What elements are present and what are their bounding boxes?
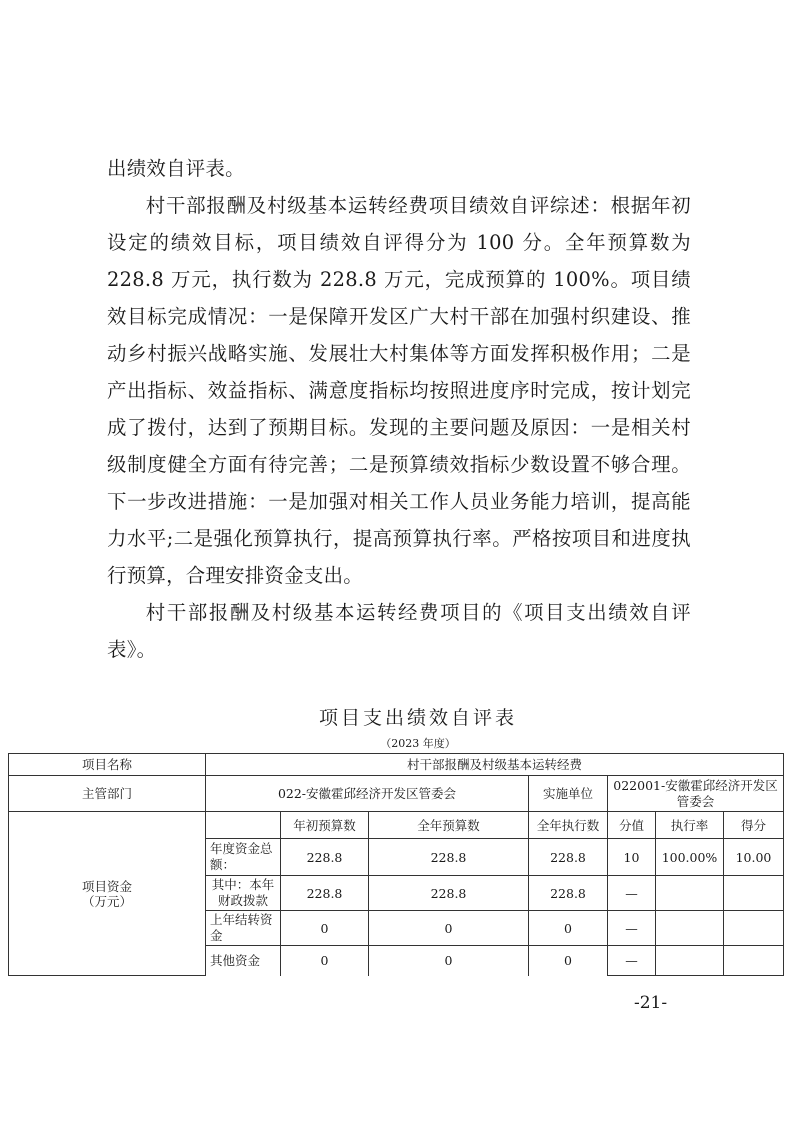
project-name-label: 项目名称 bbox=[9, 754, 206, 776]
row-label: 其中：本年财政拨款 bbox=[206, 876, 281, 911]
cell-weight: — bbox=[608, 876, 656, 911]
cell-annual: 228.8 bbox=[369, 839, 529, 876]
paragraph-table-intro: 村干部报酬及村级基本运转经费项目的《项目支出绩效自评表》。 bbox=[107, 601, 691, 661]
cell-executed: 0 bbox=[529, 911, 608, 946]
cell-initial: 228.8 bbox=[281, 876, 369, 911]
funds-label-line2: （万元） bbox=[81, 893, 132, 909]
performance-table bbox=[8, 753, 784, 976]
cell-annual: 228.8 bbox=[369, 876, 529, 911]
cell-executed: 0 bbox=[529, 946, 608, 976]
col-header-score: 得分 bbox=[724, 812, 784, 839]
col-header-initial: 年初预算数 bbox=[281, 812, 369, 839]
cell-executed: 228.8 bbox=[529, 839, 608, 876]
cell-initial: 0 bbox=[281, 911, 369, 946]
cell-weight: — bbox=[608, 911, 656, 946]
cell-executed: 228.8 bbox=[529, 876, 608, 911]
cell-score: 10.00 bbox=[724, 839, 784, 876]
implementer-label: 实施单位 bbox=[529, 776, 608, 812]
department-label: 主管部门 bbox=[9, 776, 206, 812]
cell-rate bbox=[656, 946, 724, 976]
cell-initial: 228.8 bbox=[281, 839, 369, 876]
table-subtitle: （2023 年度） bbox=[380, 737, 456, 750]
implementer-value: 022001-安徽霍邱经济开发区管委会 bbox=[608, 776, 784, 812]
row-project-name bbox=[9, 754, 784, 776]
department-value: 022-安徽霍邱经济开发区管委会 bbox=[206, 776, 529, 812]
row-department bbox=[9, 776, 784, 812]
col-header-rate: 执行率 bbox=[656, 812, 724, 839]
row-column-headers bbox=[9, 812, 784, 839]
paragraph-summary: 村干部报酬及村级基本运转经费项目绩效自评综述：根据年初设定的绩效目标，项目绩效自评得分为 100 分。全年预算数为 228.8 万元，执行数为 228.8 万元，完成预算的 100%。项目绩效目标完成情况：一是保障开发区广大村干部在加强村织建设、推动乡村振兴战略实施、发展壮大村集体等方面发挥积极作用；二是产出指标、效益指标、满意度指标均按照进度序时完成，按计划完成了拨付，达到了预期目标。发现的主要问题及原因：一是相关村级制度健全方面有待完善；二是预算绩效指标少数设置不够合理。下一步改进措施：一是加强对相关工作人员业务能力培训，提高能力水平;二是强化预算执行，提高预算执行率。严格按项目和进度执行预算，合理安排资金支出。 bbox=[107, 194, 692, 587]
funds-label bbox=[9, 812, 206, 976]
col-header-annual: 全年预算数 bbox=[369, 812, 529, 839]
cell-weight: 10 bbox=[608, 839, 656, 876]
col-header-executed: 全年执行数 bbox=[529, 812, 608, 839]
cell-initial: 0 bbox=[281, 946, 369, 976]
page-number: -21- bbox=[634, 993, 668, 1013]
cell-weight: — bbox=[608, 946, 656, 976]
col-header-blank bbox=[206, 812, 281, 839]
cell-rate bbox=[656, 876, 724, 911]
row-label: 年度资金总额： bbox=[206, 839, 281, 876]
cell-rate: 100.00% bbox=[656, 839, 724, 876]
cell-rate bbox=[656, 911, 724, 946]
cell-score bbox=[724, 911, 784, 946]
cell-score bbox=[724, 876, 784, 911]
project-name-value: 村干部报酬及村级基本运转经费 bbox=[206, 754, 784, 776]
cell-annual: 0 bbox=[369, 911, 529, 946]
row-label: 其他资金 bbox=[206, 946, 281, 976]
cell-score bbox=[724, 946, 784, 976]
body-text bbox=[107, 150, 691, 668]
row-label: 上年结转资金 bbox=[206, 911, 281, 946]
funds-label-line1: 项目资金 bbox=[81, 878, 132, 894]
col-header-weight: 分值 bbox=[608, 812, 656, 839]
cell-annual: 0 bbox=[369, 946, 529, 976]
table-title: 项目支出绩效自评表 bbox=[318, 707, 517, 729]
paragraph-continuation: 出绩效自评表。 bbox=[107, 157, 245, 180]
